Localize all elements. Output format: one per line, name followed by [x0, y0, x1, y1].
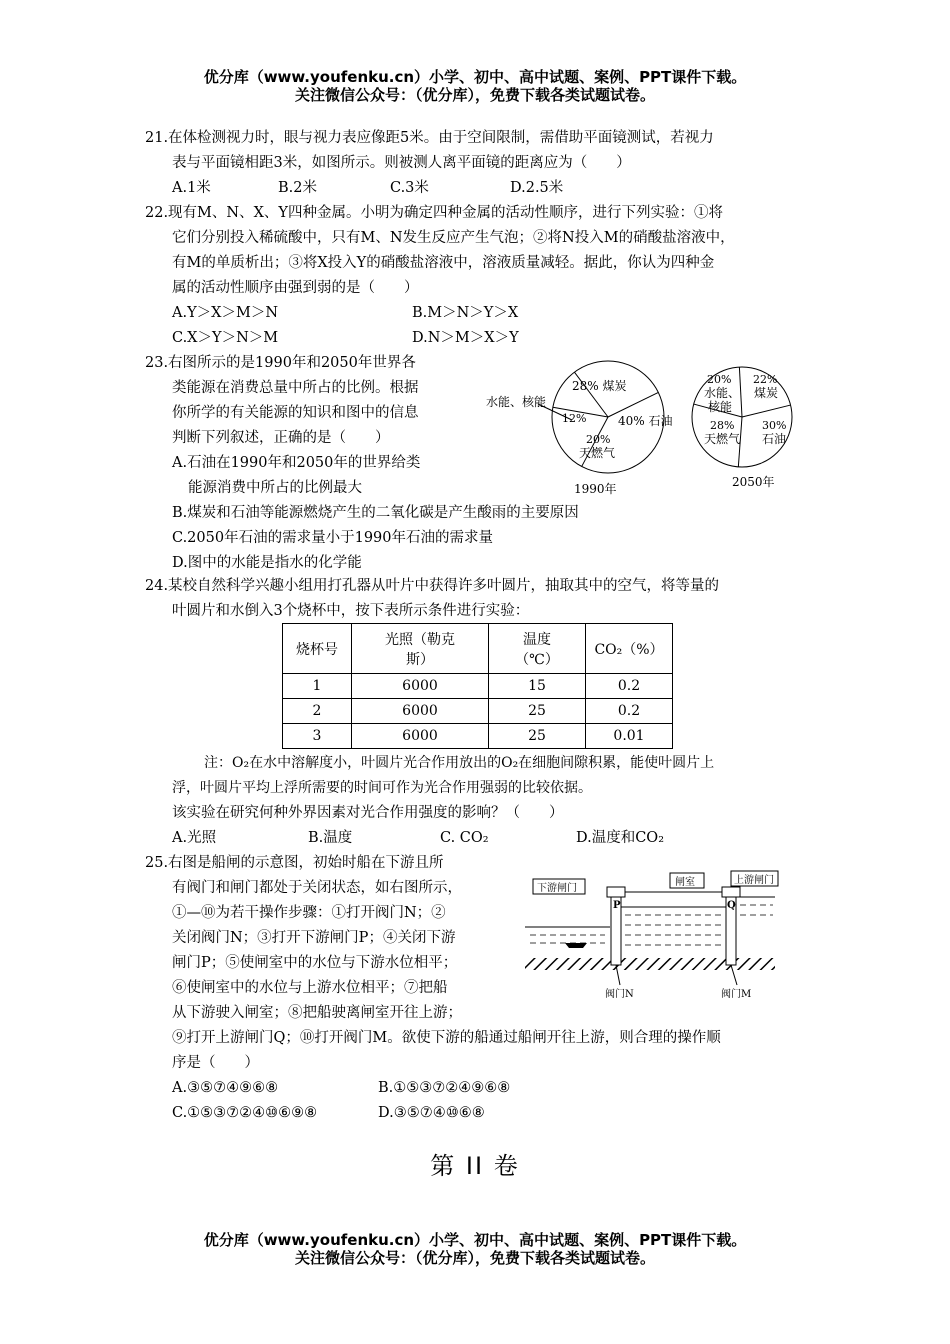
q22-option-c: C.X＞Y＞N＞M [172, 330, 279, 346]
q25-option-b: B.①⑤③⑦②④⑨⑥⑧ [378, 1080, 511, 1096]
pie-2050-label-gas-pct: 28% [710, 419, 735, 432]
q23-line-4: 判断下列叙述，正确的是（ ） [172, 430, 390, 446]
footer-line-1: 优分库（www.youfenku.cn）小学、初中、高中试题、案例、PPT课件下载。 [203, 1231, 747, 1249]
table-cell: 6000 [352, 699, 489, 724]
table-cell: 0.01 [586, 724, 673, 749]
table-cell: 2 [283, 699, 352, 724]
pie-2050-label-oil: 石油 [762, 432, 787, 446]
table-cell: 0.2 [586, 699, 673, 724]
chamber-label: 闸室 [675, 877, 695, 888]
q23-option-c: C.2050年石油的需求量小于1990年石油的需求量 [172, 530, 493, 546]
pie-2050-label-hydro-2: 核能 [708, 400, 733, 414]
q23-line-3: 你所学的有关能源的知识和图中的信息 [172, 405, 419, 421]
q23-option-a-2: 能源消费中所占的比例最大 [188, 480, 362, 496]
q24-note-1: 注：O₂在水中溶解度小，叶圆片光合作用放出的O₂在细胞间隙积累，能使叶圆片上 [204, 755, 715, 771]
down-gate-label: 下游闸门 [537, 883, 577, 894]
pie-1990-title: 1990年 [574, 482, 617, 496]
table-row [283, 699, 673, 724]
q23-line-2: 类能源在消费总量中所占的比例。根据 [172, 380, 419, 396]
q21-option-a: A.1米 [172, 180, 211, 196]
q25-line-9: 序是（ ） [172, 1055, 259, 1071]
table-row [283, 724, 673, 749]
pie-1990-outside-label: 水能、核能 [486, 395, 547, 409]
q23-option-a-1: A.石油在1990年和2050年的世界给类 [172, 455, 421, 471]
q24-option-d: D.温度和CO₂ [576, 830, 665, 846]
table-cell: 25 [489, 699, 586, 724]
q24-question: 该实验在研究何种外界因素对光合作用强度的影响？（ ） [172, 805, 564, 821]
q25-line-8: ⑨打开上游闸门Q；⑩打开阀门M。欲使下游的船通过船闸开往上游，则合理的操作顺 [172, 1030, 721, 1046]
q23-option-b: B.煤炭和石油等能源燃烧产生的二氧化碳是产生酸雨的主要原因 [172, 505, 579, 521]
table-row [283, 674, 673, 699]
pie-1990-label-coal: 28% 煤炭 [572, 379, 627, 393]
up-gate-label: 上游闸门 [734, 875, 774, 886]
table-cell: 1 [283, 674, 352, 699]
table-cell: 15 [489, 674, 586, 699]
table-header: 烧杯号 [283, 624, 352, 674]
q21-option-b: B.2米 [278, 180, 317, 196]
q25-line-2: 有阀门和闸门都处于关闭状态，如右图所示， [172, 880, 462, 896]
pie-2050-label-oil-pct: 30% [762, 419, 787, 432]
table-header: 温度 （℃） [489, 624, 586, 674]
pie-1990-label-gas-pct: 20% [586, 433, 611, 446]
q25-line-5: 闸门P；⑤使闸室中的水位与下游水位相平； [172, 955, 458, 971]
q24-option-c: C. CO₂ [440, 830, 489, 846]
q23-line-1: 23.右图所示的是1990年和2050年世界各 [145, 355, 416, 371]
q25-line-6: ⑥使闸室中的水位与上游水位相平；⑦把船 [172, 980, 448, 996]
gate-q-label: Q [727, 900, 736, 911]
table-cell: 0.2 [586, 674, 673, 699]
footer-line-2: 关注微信公众号：（优分库），免费下载各类试题试卷。 [294, 1249, 655, 1267]
q24-note-2: 浮，叶圆片平均上浮所需要的时间可作为光合作用强弱的比较依据。 [172, 780, 592, 796]
q25-line-7: 从下游驶入闸室；⑧把船驶离闸室开往上游； [172, 1005, 462, 1021]
pie-2050-title: 2050年 [732, 475, 775, 489]
q22-option-d: D.N＞M＞X＞Y [412, 330, 519, 346]
valve-n-label: 阀门N [605, 989, 634, 1000]
q23-option-d: D.图中的水能是指水的化学能 [172, 555, 362, 571]
q21-option-c: C.3米 [390, 180, 429, 196]
pie-1990-label-hydro: 12% [562, 412, 587, 425]
q25-line-3: ①—⑩为若干操作步骤：①打开阀门N；② [172, 905, 446, 921]
header-line-1: 优分库（www.youfenku.cn）小学、初中、高中试题、案例、PPT课件下载。 [203, 68, 747, 86]
table-cell: 6000 [352, 724, 489, 749]
q22-line-2: 它们分别投入稀硫酸中，只有M、N发生反应产生气泡；②将N投入M的硝酸盐溶液中， [172, 230, 735, 246]
q24-line-1: 24.某校自然科学兴趣小组用打孔器从叶片中获得许多叶圆片，抽取其中的空气，将等量的 [145, 578, 720, 594]
pie-2050-label-coal: 煤炭 [754, 386, 779, 400]
q21-line-2: 表与平面镜相距3米，如图所示。则被测人离平面镜的距离应为（ ） [172, 155, 631, 171]
q25-option-d: D.③⑤⑦④⑩⑥⑧ [378, 1105, 485, 1121]
pie-2050-label-coal-pct: 22% [753, 373, 778, 386]
q22-line-4: 属的活动性顺序由强到弱的是（ ） [172, 280, 419, 296]
pie-1990-label-gas: 天燃气 [579, 446, 616, 460]
q24-option-a: A.光照 [172, 830, 217, 846]
valve-m-label: 阀门M [721, 989, 752, 1000]
q21-line-1: 21.在体检测视力时，眼与视力表应像距5米。由于空间限制，需借助平面镜测试，若视力 [145, 130, 714, 146]
pie-2050-label-hydro-1: 水能、 [704, 386, 741, 400]
pie-1990-label-oil: 40% 石油 [618, 414, 673, 428]
table-header: CO₂（%） [586, 624, 673, 674]
q21-option-d: D.2.5米 [510, 180, 564, 196]
table-cell: 6000 [352, 674, 489, 699]
q24-line-2: 叶圆片和水倒入3个烧杯中，按下表所示条件进行实验： [172, 603, 530, 619]
header-line-2: 关注微信公众号：（优分库），免费下载各类试题试卷。 [294, 86, 655, 104]
gate-q-top [722, 887, 740, 897]
q22-line-1: 22.现有M、N、X、Y四种金属。小明为确定四种金属的活动性顺序，进行下列实验：①将 [145, 205, 723, 221]
gate-p-label: P [613, 900, 621, 911]
pie-2050-label-gas: 天燃气 [704, 432, 741, 446]
ground [525, 958, 775, 970]
gate-p-top [607, 887, 625, 897]
section-title: 第 II 卷 [430, 1152, 520, 1180]
experiment-table [282, 623, 673, 749]
table-cell: 3 [283, 724, 352, 749]
q22-line-3: 有M的单质析出；③将X投入Y的硝酸盐溶液中，溶液质量减轻。据此，你认为四种金 [172, 255, 715, 271]
q25-option-c: C.①⑤③⑦②④⑩⑥⑨⑧ [172, 1105, 318, 1121]
q25-line-4: 关闭阀门N；③打开下游闸门P；④关闭下游 [172, 930, 456, 946]
table-header: 光照（勒克 斯） [352, 624, 489, 674]
table-cell: 25 [489, 724, 586, 749]
boat-icon [565, 943, 587, 948]
energy-pie-charts [480, 355, 810, 500]
q25-line-1: 25.右图是船闸的示意图，初始时船在下游且所 [145, 855, 444, 871]
pie-2050-label-hydro-pct: 20% [707, 373, 732, 386]
q25-option-a: A.③⑤⑦④⑨⑥⑧ [172, 1080, 279, 1096]
q22-option-a: A.Y＞X＞M＞N [172, 305, 279, 321]
q24-option-b: B.温度 [308, 830, 353, 846]
q22-option-b: B.M＞N＞Y＞X [412, 305, 519, 321]
ship-lock-diagram [525, 865, 780, 1005]
